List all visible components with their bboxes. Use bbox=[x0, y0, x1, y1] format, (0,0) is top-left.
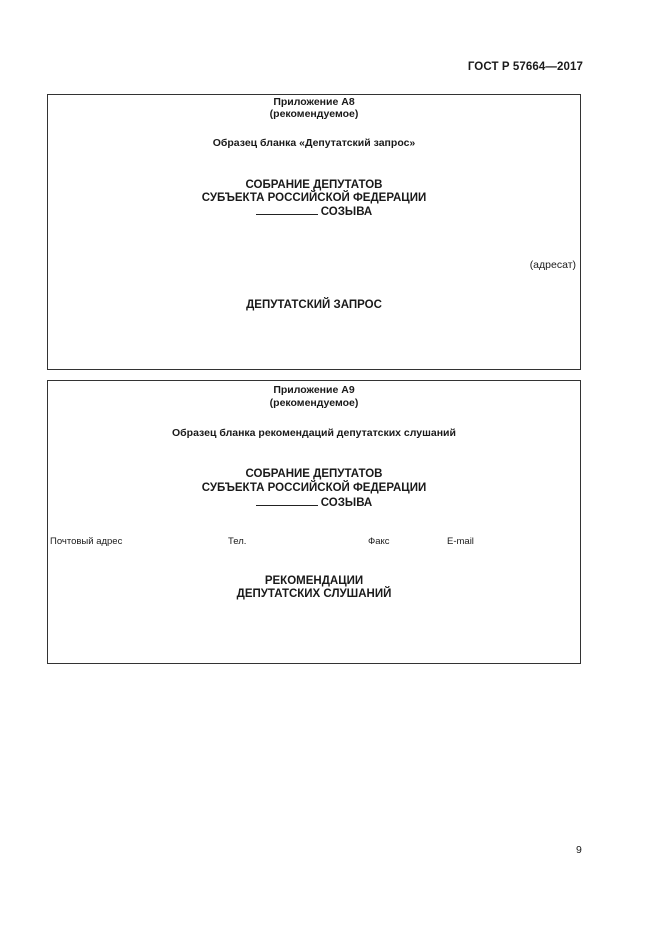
appendix-a9-status: (рекомендуемое) bbox=[269, 397, 359, 409]
appendix-a9-doc-title-line1: РЕКОМЕНДАЦИИ bbox=[264, 575, 364, 587]
contact-postal-address: Почтовый адрес bbox=[50, 536, 123, 547]
appendix-a9-org-line2: СУБЪЕКТА РОССИЙСКОЙ ФЕДЕРАЦИИ bbox=[201, 482, 427, 494]
standard-code: ГОСТ Р 57664—2017 bbox=[467, 61, 583, 73]
appendix-a8-caption: Образец бланка «Депутатский запрос» bbox=[212, 137, 416, 149]
appendix-a8-convocation-row bbox=[48, 205, 580, 219]
appendix-a9-doc-title-line2: ДЕПУТАТСКИХ СЛУШАНИЙ bbox=[236, 588, 392, 600]
appendix-a9-caption: Образец бланка рекомендаций депутатских слушаний bbox=[172, 427, 456, 439]
appendix-a9-title: Приложение А9 bbox=[273, 384, 355, 396]
appendix-a9-convocation: СОЗЫВА bbox=[320, 497, 373, 509]
appendix-a8-doc-title: ДЕПУТАТСКИЙ ЗАПРОС bbox=[246, 299, 382, 311]
appendix-a8-org-line1: СОБРАНИЕ ДЕПУТАТОВ bbox=[245, 179, 383, 191]
appendix-a9-convocation-row bbox=[48, 496, 580, 510]
page-number: 9 bbox=[576, 844, 582, 856]
appendix-a9-org-line1: СОБРАНИЕ ДЕПУТАТОВ bbox=[245, 468, 383, 480]
contact-fax: Факс bbox=[368, 536, 390, 547]
appendix-a8-addressee: (адресат) bbox=[529, 259, 576, 271]
appendix-a8-convocation: СОЗЫВА bbox=[320, 206, 373, 218]
appendix-a9-form bbox=[47, 380, 581, 664]
appendix-a8-form bbox=[47, 94, 581, 370]
contact-email: E-mail bbox=[447, 536, 474, 547]
appendix-a8-status: (рекомендуемое) bbox=[269, 108, 359, 120]
convocation-blank-line bbox=[256, 205, 318, 215]
appendix-a8-title: Приложение А8 bbox=[273, 96, 355, 108]
contact-phone: Тел. bbox=[228, 536, 247, 547]
appendix-a8-org-line2: СУБЪЕКТА РОССИЙСКОЙ ФЕДЕРАЦИИ bbox=[201, 192, 427, 204]
convocation-blank-line bbox=[256, 496, 318, 506]
